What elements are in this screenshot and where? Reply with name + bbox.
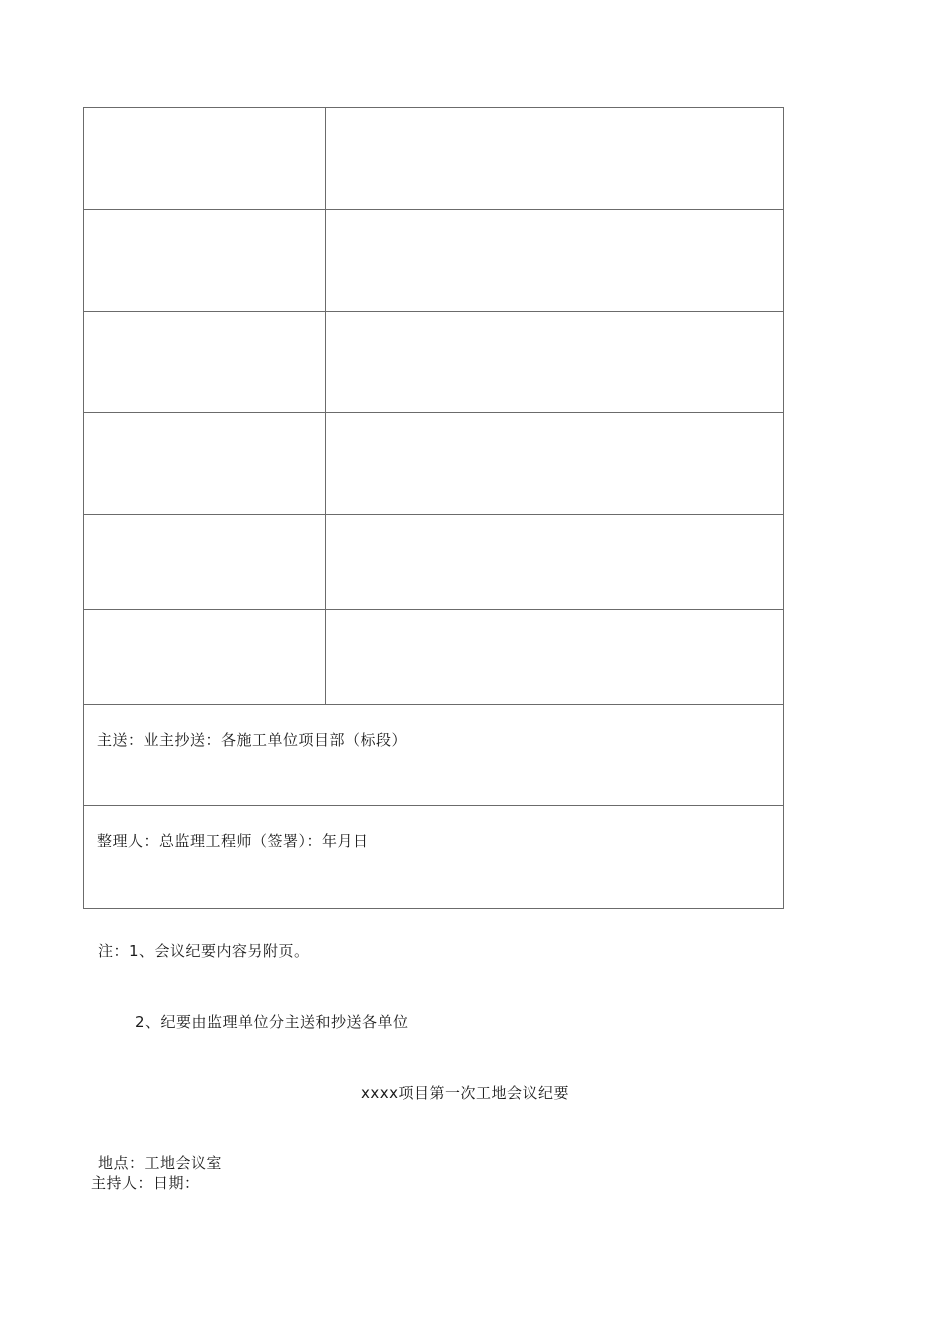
table-cell-content bbox=[326, 515, 783, 609]
minutes-form-table bbox=[83, 107, 784, 909]
signature-text: 整理人：总监理工程师（签署）：年月日 bbox=[97, 832, 369, 850]
table-cell-content bbox=[326, 312, 783, 412]
distribution-row bbox=[84, 705, 783, 806]
distribution-text: 主送：业主抄送：各施工单位项目部（标段） bbox=[97, 731, 408, 749]
table-cell-content bbox=[326, 610, 783, 704]
document-title: xxxx项目第一次工地会议纪要 bbox=[361, 1084, 570, 1102]
table-cell-label bbox=[84, 108, 326, 209]
table-row bbox=[84, 610, 783, 705]
table-row bbox=[84, 312, 783, 413]
note-1: 注：1、会议纪要内容另附页。 bbox=[98, 942, 310, 960]
signature-row bbox=[84, 806, 783, 908]
meeting-location: 地点：工地会议室 bbox=[98, 1154, 223, 1172]
table-cell-label bbox=[84, 210, 326, 311]
table-cell-label bbox=[84, 413, 326, 514]
host-and-date: 主持人：日期： bbox=[91, 1174, 200, 1192]
table-cell-content bbox=[326, 210, 783, 311]
table-row bbox=[84, 108, 783, 210]
table-cell-label bbox=[84, 610, 326, 704]
table-row bbox=[84, 210, 783, 312]
table-cell-label bbox=[84, 515, 326, 609]
table-row bbox=[84, 515, 783, 610]
table-cell-label bbox=[84, 312, 326, 412]
table-cell-content bbox=[326, 413, 783, 514]
table-cell-content bbox=[326, 108, 783, 209]
table-row bbox=[84, 413, 783, 515]
note-2: 2、纪要由监理单位分主送和抄送各单位 bbox=[135, 1013, 409, 1031]
